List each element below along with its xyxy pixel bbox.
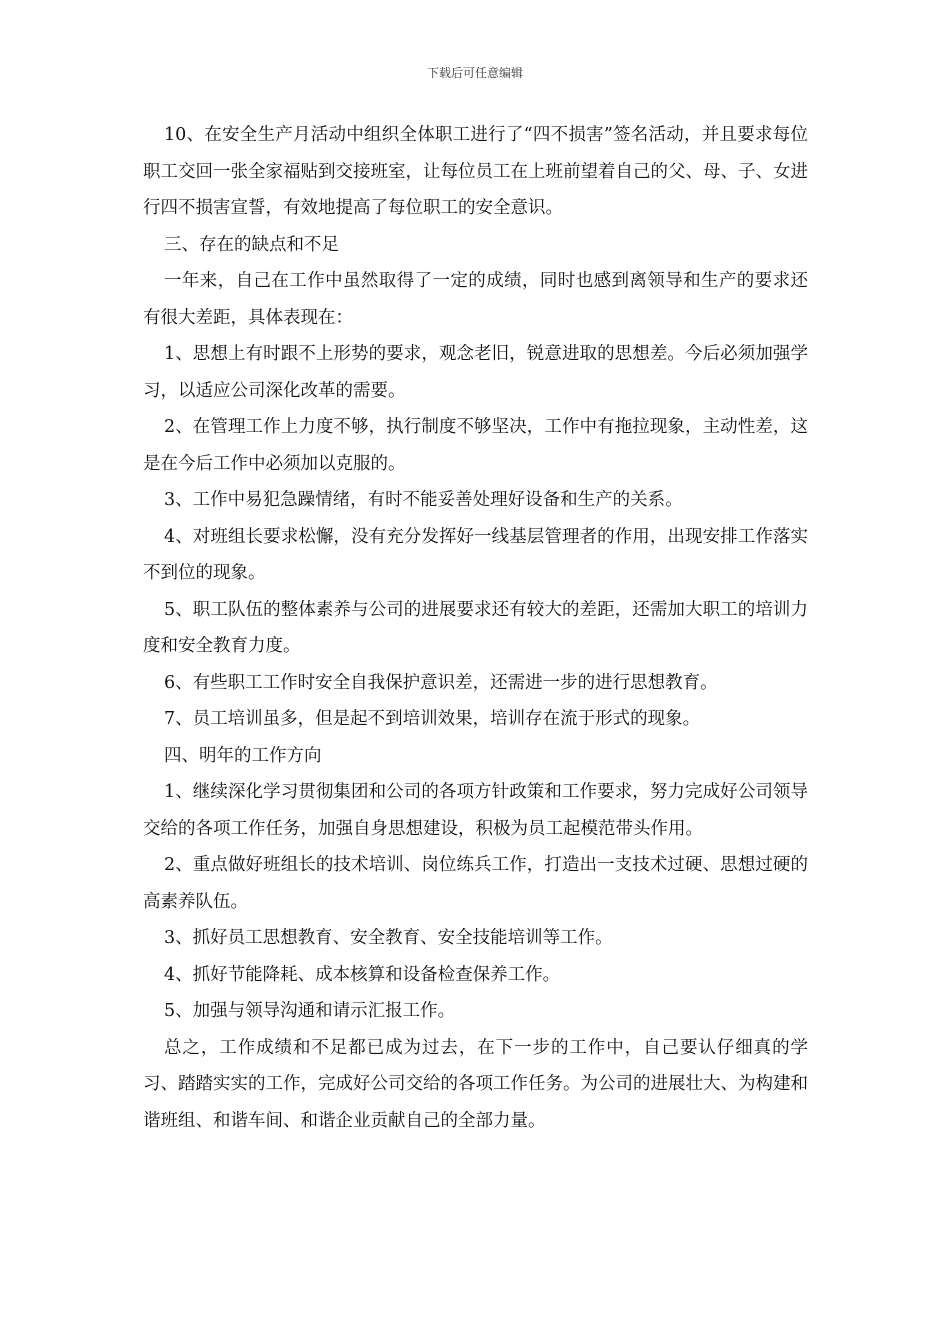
shortcoming-item-7: 7、员工培训虽多，但是起不到培训效果，培训存在流于形式的现象。 — [164, 709, 701, 729]
shortcoming-item-5: 5、职工队伍的整体素养与公司的进展要求还有较大的差距，还需加大职工的培训力度和安全教育力度。 — [143, 599, 808, 656]
paragraph-item-10-safety-month: 10、在安全生产月活动中组织全体职工进行了“四不损害”签名活动，并且要求每位职工交回一张全家福贴到交接班室，让每位员工在上班前望着自己的父、母、子、女进行四不损害宣誓，有效地提高了每位职工的安全意识。 — [143, 125, 808, 218]
section-heading-next-year: 四、明年的工作方向 — [164, 745, 322, 766]
page-header-watermark: 下载后可任意编辑 — [426, 66, 523, 80]
shortcoming-item-1: 1、思想上有时跟不上形势的要求，观念老旧，锐意进取的思想差。今后必须加强学习，以适应公司深化改革的需要。 — [143, 344, 808, 401]
shortcoming-item-4: 4、对班组长要求松懈，没有充分发挥好一线基层管理者的作用，出现安排工作落实不到位的现象。 — [143, 526, 808, 583]
section-heading-shortcomings: 三、存在的缺点和不足 — [164, 234, 339, 255]
plan-item-5: 5、加强与领导沟通和请示汇报工作。 — [164, 1001, 456, 1021]
shortcoming-item-2: 2、在管理工作上力度不够，执行制度不够坚决，工作中有拖拉现象，主动性差，这是在今后工作中必须加以克服的。 — [143, 417, 808, 474]
plan-item-3: 3、抓好员工思想教育、安全教育、安全技能培训等工作。 — [164, 928, 613, 948]
plan-item-1: 1、继续深化学习贯彻集团和公司的各项方针政策和工作要求，努力完成好公司领导交给的各项工作任务，加强自身思想建设，积极为员工起模范带头作用。 — [143, 782, 808, 839]
paragraph-conclusion: 总之，工作成绩和不足都已成为过去，在下一步的工作中，自己要认仔细真的学习、踏踏实实的工作，完成好公司交给的各项工作任务。为公司的进展壮大、为构建和谐班组、和谐车间、和谐企业贡献自己的全部力量。 — [143, 1037, 808, 1131]
shortcoming-item-6: 6、有些职工工作时安全自我保护意识差，还需进一步的进行思想教育。 — [164, 672, 718, 693]
plan-item-4: 4、抓好节能降耗、成本核算和设备检查保养工作。 — [164, 964, 561, 985]
document-body — [143, 117, 808, 1139]
plan-item-2: 2、重点做好班组长的技术培训、岗位练兵工作，打造出一支技术过硬、思想过硬的高素养队伍。 — [143, 855, 808, 912]
shortcoming-item-3: 3、工作中易犯急躁情绪，有时不能妥善处理好设备和生产的关系。 — [164, 490, 683, 510]
paragraph-shortcomings-intro: 一年来，自己在工作中虽然取得了一定的成绩，同时也感到离领导和生产的要求还有很大差距，具体表现在： — [143, 271, 808, 328]
